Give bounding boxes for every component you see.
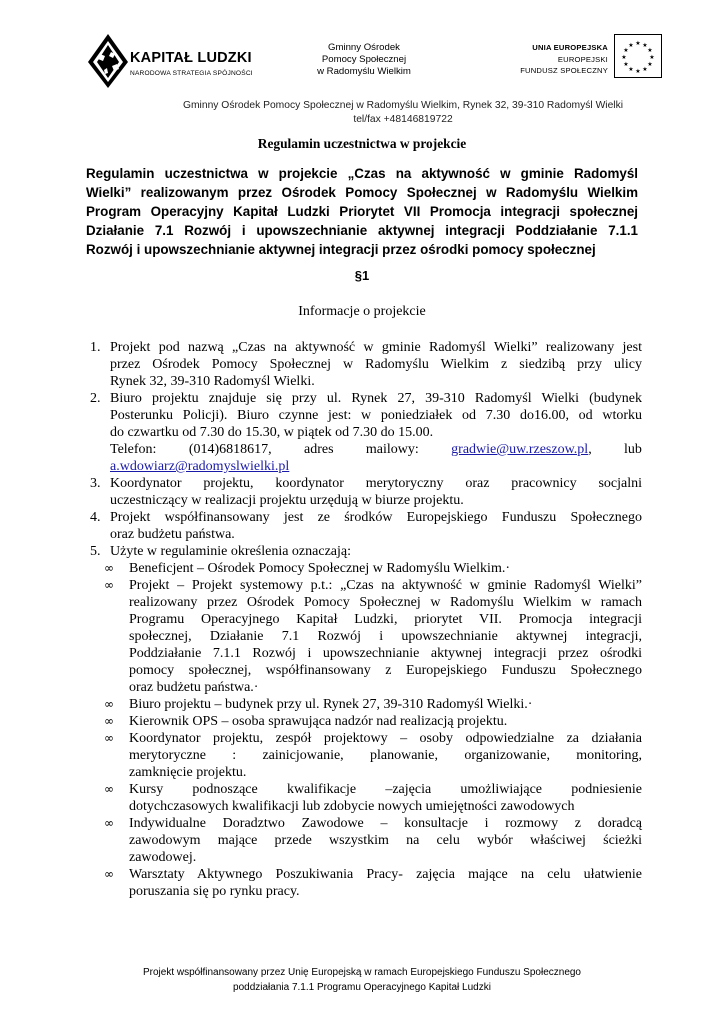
svg-text:★: ★ xyxy=(635,68,641,75)
definition-line: Indywidualne Doradztwo Zawodowe – konsultacje i rozmowy z doradcą xyxy=(129,816,642,831)
item-number: 2. xyxy=(90,391,101,406)
definition-line: dotychczasowych kwalifikacji lub zdobycie nowych umiejętności zawodowych xyxy=(129,799,575,814)
eu-flag-icon xyxy=(614,34,662,78)
item-line: Projekt pod nazwą „Czas na aktywność w gminie Radomyśl Wielki” realizowany jest xyxy=(110,340,642,355)
section-title: Informacje o projekcie xyxy=(298,304,426,319)
item-line: uczestniczący w realizacji projektu urzędują w biurze projektu. xyxy=(110,493,464,508)
definition-line: Projekt – Projekt systemowy p.t.: „Czas na aktywność w gminie Radomyśl Wielki” xyxy=(129,578,642,593)
gops-logo xyxy=(300,42,428,78)
item-number: 1. xyxy=(90,340,101,355)
eu-logo-line: FUNDUSZ SPOŁECZNY xyxy=(520,66,608,75)
intro-line: Działanie 7.1 Rozwój i upowszechnianie aktywnej integracji Poddziałanie 7.1.1 xyxy=(86,223,638,238)
svg-text:★: ★ xyxy=(642,42,648,49)
address-phone: tel/fax +48146819722 xyxy=(353,114,453,125)
gops-logo-line: w Radomyślu Wielkim xyxy=(317,66,411,77)
phone-number: (014)6818617, xyxy=(188,442,272,457)
infinity-bullet-icon: ∞ xyxy=(104,561,114,575)
email-group xyxy=(451,441,592,458)
email-link-1[interactable]: gradwie@uw.rzeszow.pl xyxy=(451,442,589,457)
definition-line: Kierownik OPS – osoba sprawująca nadzór nad realizacją projektu. xyxy=(129,714,508,729)
svg-text:★: ★ xyxy=(628,66,634,73)
page-footer xyxy=(100,965,624,995)
phone-label: Telefon: xyxy=(110,442,157,457)
kapital-ludzki-logo xyxy=(86,32,276,92)
list-item xyxy=(86,509,642,543)
definition-item xyxy=(86,560,642,577)
list-item xyxy=(86,475,642,509)
definition-line: Kursy podnoszące kwalifikacje –zajęcia umożliwiające podniesienie xyxy=(129,782,642,797)
definition-line: Poddziałanie 7.1.1 Rozwój i upowszechnianie aktywnej integracji przez ośrodki xyxy=(129,646,642,661)
document-title: Regulamin uczestnictwa w projekcie xyxy=(257,136,467,151)
kapital-ludzki-emblem-icon xyxy=(86,32,130,88)
definition-line: Koordynator projektu, zespół projektowy – osoby odpowiedzialne za działania xyxy=(129,731,642,746)
svg-text:★: ★ xyxy=(647,47,653,54)
item-number: 3. xyxy=(90,476,101,491)
email-comma: , xyxy=(588,442,592,457)
or-word: lub xyxy=(624,442,642,457)
svg-text:★: ★ xyxy=(635,40,641,47)
definition-line: Programu Operacyjnego Kapitał Ludzki, priorytet VII. Promocja integracji xyxy=(129,612,642,627)
gops-logo-line: Pomocy Społecznej xyxy=(321,54,407,65)
item-line: Użyte w regulaminie określenia oznaczają: xyxy=(110,544,351,559)
mail-label: adres xyxy=(304,442,334,457)
section-mark: §1 xyxy=(354,268,370,283)
definition-item xyxy=(86,713,642,730)
infinity-bullet-icon: ∞ xyxy=(104,867,114,881)
regulation-list xyxy=(86,339,642,900)
email-link-2[interactable]: a.wdowiarz@radomyslwielki.pl xyxy=(110,459,290,474)
infinity-bullet-icon: ∞ xyxy=(104,816,114,830)
address-line: Gminny Ośrodek Pomocy Społecznej w Radomyślu Wielkim, Rynek 32, 39-310 Radomyśl Wielki xyxy=(182,100,624,111)
definition-item xyxy=(86,577,642,696)
definition-line: oraz budżetu państwa.· xyxy=(129,680,259,695)
svg-text:★: ★ xyxy=(623,47,629,54)
definition-item xyxy=(86,815,642,866)
item-line xyxy=(110,458,642,475)
kl-logo-title: KAPITAŁ LUDZKI xyxy=(130,50,252,66)
definition-line: Biuro projektu – budynek przy ul. Rynek 27, 39-310 Radomyśl Wielki.· xyxy=(129,697,533,712)
eu-logo-line: UNIA EUROPEJSKA xyxy=(532,43,608,52)
item-line: oraz budżetu państwa. xyxy=(110,527,235,542)
item-line: Posterunku Policji). Biuro czynne jest: w poniedziałek od 7.30 do16.00, od wtorku xyxy=(110,408,642,423)
definition-line: pomocy społecznej, współfinansowany z Europejskiego Funduszu Społecznego xyxy=(129,663,642,678)
svg-text:★: ★ xyxy=(621,54,627,61)
item-line: przez Ośrodek Pomocy Społecznej w Radomyślu Wielkim z siedzibą przy ulicy xyxy=(110,357,642,372)
svg-text:★: ★ xyxy=(623,61,629,68)
definition-line: zamknięcie projektu. xyxy=(129,765,247,780)
list-item xyxy=(86,390,642,475)
item-line: Rynek 32, 39-310 Radomyśl Wielki. xyxy=(110,374,315,389)
infinity-bullet-icon: ∞ xyxy=(104,731,114,745)
intro-line: Rozwój i upowszechnianie aktywnej integracji przez ośrodki pomocy społecznej xyxy=(86,242,596,257)
intro-line: Regulamin uczestnictwa w projekcie „Czas na aktywność w gminie Radomyśl xyxy=(86,166,638,181)
infinity-bullet-icon: ∞ xyxy=(104,714,114,728)
eu-logo-text xyxy=(480,42,608,77)
item-line: Biuro projektu znajduje się przy ul. Rynek 27, 39-310 Radomyśl Wielki (budynek xyxy=(110,391,642,406)
item-line: do czwartku od 7.30 do 15.30, w piątek od 7.30 do 15.00. xyxy=(110,425,434,440)
contact-line xyxy=(110,441,642,458)
definition-line: Warsztaty Aktywnego Poszukiwania Pracy- zajęcia mające na celu ułatwienie xyxy=(129,867,642,882)
definition-line: zawodowym mające przede wszystkim na celu wybór właściwej ścieżki xyxy=(129,833,642,848)
infinity-bullet-icon: ∞ xyxy=(104,697,114,711)
item-number: 5. xyxy=(90,544,101,559)
definition-line: poruszania się po rynku pracy. xyxy=(129,884,300,899)
footer-line: poddziałania 7.1.1 Programu Operacyjnego Kapitał Ludzki xyxy=(233,982,491,993)
mail-label: mailowy: xyxy=(365,442,419,457)
definitions-list xyxy=(86,560,642,900)
footer-line: Projekt współfinansowany przez Unię Europejską w ramach Europejskiego Funduszu Społecznego xyxy=(142,967,581,978)
definition-line: realizowany przez Ośrodek Pomocy Społecznej w Radomyślu Wielkim w ramach xyxy=(129,595,642,610)
definition-line: zawodowej. xyxy=(129,850,197,865)
definition-item xyxy=(86,730,642,781)
definition-line: społecznej, Działanie 7.1 Rozwój i upowszechnianie aktywnej integracji, xyxy=(129,629,642,644)
svg-text:★: ★ xyxy=(628,42,634,49)
item-line: Koordynator projektu, koordynator merytoryczny oraz pracownicy socjalni xyxy=(110,476,642,491)
definition-item xyxy=(86,696,642,713)
infinity-bullet-icon: ∞ xyxy=(104,578,114,592)
gops-logo-line: Gminny Ośrodek xyxy=(328,42,400,53)
svg-text:★: ★ xyxy=(647,61,653,68)
intro-heading xyxy=(86,164,638,259)
list-item xyxy=(86,339,642,390)
definition-line: Beneficjent – Ośrodek Pomocy Społecznej w Radomyślu Wielkim.· xyxy=(129,561,510,576)
infinity-bullet-icon: ∞ xyxy=(104,782,114,796)
definition-item xyxy=(86,781,642,815)
definition-item xyxy=(86,866,642,900)
item-number: 4. xyxy=(90,510,101,525)
svg-text:★: ★ xyxy=(642,66,648,73)
eu-logo-line: EUROPEJSKI xyxy=(557,54,608,64)
list-item xyxy=(86,543,642,560)
intro-line: Wielki” realizowanym przez Ośrodek Pomocy Społecznej w Radomyślu Wielkim xyxy=(86,185,638,200)
institution-address xyxy=(150,99,656,127)
intro-line: Program Operacyjny Kapitał Ludzki Priorytet VII Promocja integracji społecznej xyxy=(86,204,638,219)
item-line: Projekt współfinansowany jest ze środków Europejskiego Funduszu Społecznego xyxy=(110,510,642,525)
kl-logo-subtitle: NARODOWA STRATEGIA SPÓJNOŚCI xyxy=(130,70,253,77)
definition-line: merytoryczne : zainicjowanie, planowanie, organizowanie, monitoring, xyxy=(129,748,642,763)
svg-text:★: ★ xyxy=(649,54,655,61)
